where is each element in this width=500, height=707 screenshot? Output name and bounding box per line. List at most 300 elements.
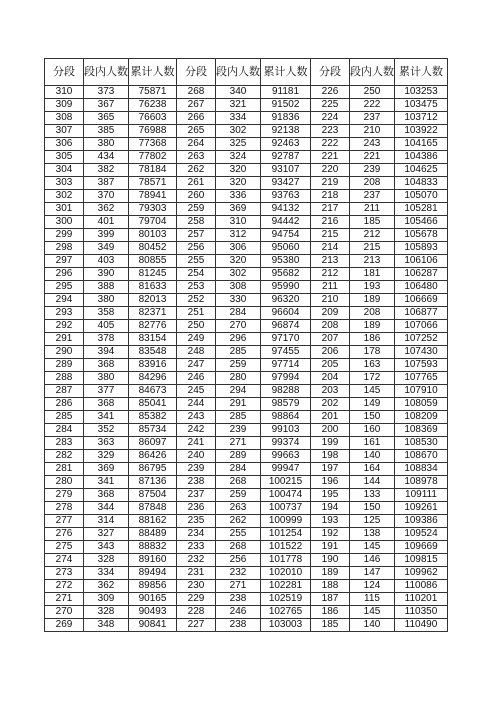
table-row	[45, 112, 448, 125]
table-cell: 289	[45, 359, 84, 372]
table-cell: 91181	[261, 86, 311, 99]
table-cell: 107066	[395, 320, 448, 333]
table-cell: 90841	[129, 619, 177, 632]
table-cell: 93107	[261, 164, 311, 177]
table-cell: 102519	[261, 593, 311, 606]
table-cell: 100737	[261, 502, 311, 515]
table-cell: 216	[311, 216, 350, 229]
table-cell: 302	[45, 190, 84, 203]
table-cell: 99947	[261, 463, 311, 476]
table-cell: 233	[177, 541, 216, 554]
table-cell: 110490	[395, 619, 448, 632]
table-cell: 109669	[395, 541, 448, 554]
table-cell: 99374	[261, 437, 311, 450]
table-cell: 341	[84, 411, 129, 424]
table-cell: 101778	[261, 554, 311, 567]
table-row	[45, 411, 448, 424]
table-row	[45, 203, 448, 216]
column-header: 累计人数	[395, 59, 448, 86]
table-cell: 107765	[395, 372, 448, 385]
table-cell: 340	[216, 86, 261, 99]
table-cell: 328	[84, 606, 129, 619]
table-cell: 334	[84, 567, 129, 580]
table-cell: 308	[45, 112, 84, 125]
table-cell: 125	[350, 515, 395, 528]
table-cell: 86426	[129, 450, 177, 463]
table-cell: 208	[350, 307, 395, 320]
table-cell: 299	[45, 229, 84, 242]
table-cell: 380	[84, 372, 129, 385]
table-cell: 97994	[261, 372, 311, 385]
table-cell: 105893	[395, 242, 448, 255]
table-cell: 284	[45, 424, 84, 437]
table-cell: 343	[84, 541, 129, 554]
table-body	[45, 86, 448, 632]
table-cell: 302	[216, 268, 261, 281]
table-cell: 110086	[395, 580, 448, 593]
table-cell: 284	[216, 307, 261, 320]
table-cell: 229	[177, 593, 216, 606]
table-cell: 222	[311, 138, 350, 151]
table-row	[45, 255, 448, 268]
table-cell: 81245	[129, 268, 177, 281]
table-row	[45, 177, 448, 190]
table-cell: 140	[350, 619, 395, 632]
table-cell: 76238	[129, 99, 177, 112]
table-cell: 308	[216, 281, 261, 294]
table-cell: 110201	[395, 593, 448, 606]
table-cell: 302	[216, 125, 261, 138]
table-cell: 83548	[129, 346, 177, 359]
table-cell: 96604	[261, 307, 311, 320]
table-cell: 274	[45, 554, 84, 567]
column-header: 段内人数	[350, 59, 395, 86]
table-cell: 320	[216, 177, 261, 190]
table-cell: 185	[311, 619, 350, 632]
table-cell: 378	[84, 333, 129, 346]
table-cell: 98579	[261, 398, 311, 411]
table-cell: 107252	[395, 333, 448, 346]
table-cell: 294	[216, 385, 261, 398]
table-cell: 330	[216, 294, 261, 307]
table-cell: 195	[311, 489, 350, 502]
table-cell: 380	[84, 138, 129, 151]
table-cell: 87136	[129, 476, 177, 489]
table-cell: 95380	[261, 255, 311, 268]
table-cell: 115	[350, 593, 395, 606]
table-cell: 92787	[261, 151, 311, 164]
table-cell: 82776	[129, 320, 177, 333]
table-cell: 284	[216, 463, 261, 476]
table-row	[45, 242, 448, 255]
table-row	[45, 398, 448, 411]
table-cell: 264	[177, 138, 216, 151]
table-cell: 106669	[395, 294, 448, 307]
table-row	[45, 489, 448, 502]
table-cell: 390	[84, 268, 129, 281]
table-cell: 240	[177, 450, 216, 463]
table-cell: 269	[45, 619, 84, 632]
table-cell: 238	[177, 476, 216, 489]
table-cell: 382	[84, 164, 129, 177]
table-cell: 228	[177, 606, 216, 619]
table-cell: 232	[216, 567, 261, 580]
table-cell: 104833	[395, 177, 448, 190]
table-cell: 76988	[129, 125, 177, 138]
table-row	[45, 294, 448, 307]
table-row	[45, 437, 448, 450]
table-cell: 290	[45, 346, 84, 359]
table-cell: 230	[177, 580, 216, 593]
table-cell: 96874	[261, 320, 311, 333]
table-cell: 133	[350, 489, 395, 502]
table-cell: 263	[177, 151, 216, 164]
table-cell: 99103	[261, 424, 311, 437]
table-cell: 81633	[129, 281, 177, 294]
table-cell: 201	[311, 411, 350, 424]
table-cell: 103253	[395, 86, 448, 99]
table-cell: 105466	[395, 216, 448, 229]
table-cell: 380	[84, 294, 129, 307]
table-cell: 267	[177, 99, 216, 112]
table-cell: 149	[350, 398, 395, 411]
table-row	[45, 502, 448, 515]
table-cell: 109261	[395, 502, 448, 515]
table-cell: 208	[350, 177, 395, 190]
table-cell: 368	[84, 398, 129, 411]
table-cell: 370	[84, 190, 129, 203]
column-header: 分段	[177, 59, 216, 86]
table-cell: 189	[350, 320, 395, 333]
table-cell: 200	[311, 424, 350, 437]
table-cell: 281	[45, 463, 84, 476]
table-cell: 387	[84, 177, 129, 190]
table-row	[45, 216, 448, 229]
table-cell: 104386	[395, 151, 448, 164]
table-cell: 294	[45, 294, 84, 307]
table-row	[45, 333, 448, 346]
table-row	[45, 450, 448, 463]
table-cell: 341	[84, 476, 129, 489]
table-row	[45, 151, 448, 164]
table-cell: 100474	[261, 489, 311, 502]
table-cell: 268	[216, 541, 261, 554]
table-cell: 206	[311, 346, 350, 359]
table-cell: 80452	[129, 242, 177, 255]
table-cell: 405	[84, 320, 129, 333]
table-cell: 399	[84, 229, 129, 242]
table-cell: 108530	[395, 437, 448, 450]
table-cell: 266	[177, 112, 216, 125]
table-cell: 79704	[129, 216, 177, 229]
table-cell: 101254	[261, 528, 311, 541]
table-cell: 82371	[129, 307, 177, 320]
table-cell: 336	[216, 190, 261, 203]
table-cell: 89160	[129, 554, 177, 567]
table-cell: 367	[84, 99, 129, 112]
table-cell: 189	[350, 294, 395, 307]
table-cell: 144	[350, 476, 395, 489]
table-cell: 105281	[395, 203, 448, 216]
table-cell: 103003	[261, 619, 311, 632]
table-cell: 203	[311, 385, 350, 398]
table-cell: 150	[350, 502, 395, 515]
table-cell: 213	[311, 255, 350, 268]
table-cell: 79303	[129, 203, 177, 216]
table-cell: 279	[45, 489, 84, 502]
table-cell: 385	[84, 125, 129, 138]
table-cell: 251	[177, 307, 216, 320]
table-cell: 225	[311, 99, 350, 112]
table-cell: 193	[350, 281, 395, 294]
table-cell: 95060	[261, 242, 311, 255]
table-cell: 213	[350, 255, 395, 268]
table-cell: 197	[311, 463, 350, 476]
table-cell: 103475	[395, 99, 448, 112]
table-cell: 215	[311, 229, 350, 242]
table-row	[45, 268, 448, 281]
table-cell: 246	[177, 372, 216, 385]
table-cell: 86097	[129, 437, 177, 450]
table-cell: 310	[216, 216, 261, 229]
table-cell: 104625	[395, 164, 448, 177]
table-cell: 234	[177, 528, 216, 541]
table-cell: 97455	[261, 346, 311, 359]
table-cell: 84673	[129, 385, 177, 398]
table-cell: 250	[177, 320, 216, 333]
table-cell: 94132	[261, 203, 311, 216]
table-cell: 282	[45, 450, 84, 463]
table-cell: 344	[84, 502, 129, 515]
table-cell: 78941	[129, 190, 177, 203]
table-cell: 108978	[395, 476, 448, 489]
table-cell: 83154	[129, 333, 177, 346]
table-cell: 377	[84, 385, 129, 398]
table-cell: 309	[84, 593, 129, 606]
table-cell: 211	[311, 281, 350, 294]
table-cell: 312	[216, 229, 261, 242]
table-cell: 226	[311, 86, 350, 99]
table-cell: 261	[177, 177, 216, 190]
table-cell: 145	[350, 606, 395, 619]
score-distribution-table	[44, 58, 448, 632]
table-cell: 244	[177, 398, 216, 411]
table-cell: 305	[45, 151, 84, 164]
table-cell: 296	[216, 333, 261, 346]
table-cell: 106106	[395, 255, 448, 268]
table-cell: 82013	[129, 294, 177, 307]
table-cell: 362	[84, 203, 129, 216]
table-row	[45, 359, 448, 372]
table-cell: 172	[350, 372, 395, 385]
table-row	[45, 229, 448, 242]
table-cell: 211	[350, 203, 395, 216]
table-cell: 186	[350, 333, 395, 346]
table-cell: 102010	[261, 567, 311, 580]
table-cell: 369	[216, 203, 261, 216]
table-cell: 256	[216, 554, 261, 567]
table-cell: 105070	[395, 190, 448, 203]
table-cell: 145	[350, 385, 395, 398]
table-cell: 365	[84, 112, 129, 125]
table-cell: 349	[84, 242, 129, 255]
table-cell: 262	[177, 164, 216, 177]
table-cell: 106877	[395, 307, 448, 320]
table-cell: 150	[350, 411, 395, 424]
table-cell: 358	[84, 307, 129, 320]
table-cell: 253	[177, 281, 216, 294]
table-cell: 161	[350, 437, 395, 450]
table-cell: 255	[177, 255, 216, 268]
table-row	[45, 99, 448, 112]
table-cell: 204	[311, 372, 350, 385]
table-cell: 388	[84, 281, 129, 294]
table-cell: 80103	[129, 229, 177, 242]
table-cell: 163	[350, 359, 395, 372]
table-cell: 242	[177, 424, 216, 437]
table-cell: 103712	[395, 112, 448, 125]
table-cell: 278	[45, 502, 84, 515]
table-cell: 188	[311, 580, 350, 593]
table-row	[45, 554, 448, 567]
table-cell: 255	[216, 528, 261, 541]
table-cell: 348	[84, 619, 129, 632]
table-cell: 306	[45, 138, 84, 151]
table-cell: 78184	[129, 164, 177, 177]
table-cell: 268	[216, 476, 261, 489]
table-cell: 87848	[129, 502, 177, 515]
table-cell: 304	[45, 164, 84, 177]
table-cell: 334	[216, 112, 261, 125]
table-cell: 109524	[395, 528, 448, 541]
table-cell: 260	[177, 190, 216, 203]
table-cell: 369	[84, 463, 129, 476]
table-cell: 259	[216, 489, 261, 502]
table-cell: 96320	[261, 294, 311, 307]
table-cell: 327	[84, 528, 129, 541]
table-cell: 199	[311, 437, 350, 450]
table-cell: 239	[177, 463, 216, 476]
table-cell: 325	[216, 138, 261, 151]
table-cell: 110350	[395, 606, 448, 619]
table-cell: 107430	[395, 346, 448, 359]
column-header: 分段	[311, 59, 350, 86]
table-cell: 289	[216, 450, 261, 463]
table-cell: 277	[45, 515, 84, 528]
table-cell: 401	[84, 216, 129, 229]
table-cell: 207	[311, 333, 350, 346]
table-cell: 138	[350, 528, 395, 541]
table-cell: 258	[177, 216, 216, 229]
table-cell: 217	[311, 203, 350, 216]
table-cell: 300	[45, 216, 84, 229]
table-cell: 310	[45, 86, 84, 99]
table-cell: 91502	[261, 99, 311, 112]
table-cell: 236	[177, 502, 216, 515]
table-cell: 403	[84, 255, 129, 268]
table-cell: 164	[350, 463, 395, 476]
table-cell: 77368	[129, 138, 177, 151]
table-cell: 252	[177, 294, 216, 307]
table-cell: 88832	[129, 541, 177, 554]
table-cell: 241	[177, 437, 216, 450]
table-cell: 88162	[129, 515, 177, 528]
table-cell: 208	[311, 320, 350, 333]
column-header: 段内人数	[84, 59, 129, 86]
table-cell: 218	[311, 190, 350, 203]
table-cell: 210	[311, 294, 350, 307]
table-cell: 307	[45, 125, 84, 138]
table-cell: 303	[45, 177, 84, 190]
table-cell: 107593	[395, 359, 448, 372]
table-cell: 268	[177, 86, 216, 99]
table-cell: 297	[45, 255, 84, 268]
table-cell: 243	[177, 411, 216, 424]
table-cell: 108209	[395, 411, 448, 424]
table-row	[45, 593, 448, 606]
table-cell: 232	[177, 554, 216, 567]
table-cell: 291	[216, 398, 261, 411]
table-cell: 271	[45, 593, 84, 606]
table-cell: 109386	[395, 515, 448, 528]
table-cell: 309	[45, 99, 84, 112]
table-cell: 238	[216, 619, 261, 632]
table-cell: 254	[177, 268, 216, 281]
table-cell: 224	[311, 112, 350, 125]
table-cell: 100215	[261, 476, 311, 489]
table-cell: 328	[84, 554, 129, 567]
table-row	[45, 606, 448, 619]
table-row	[45, 281, 448, 294]
table-cell: 227	[177, 619, 216, 632]
table-cell: 84296	[129, 372, 177, 385]
table-cell: 101522	[261, 541, 311, 554]
column-header: 分段	[45, 59, 84, 86]
table-cell: 86795	[129, 463, 177, 476]
table-cell: 283	[45, 437, 84, 450]
table-cell: 99663	[261, 450, 311, 463]
table-cell: 259	[177, 203, 216, 216]
table-cell: 314	[84, 515, 129, 528]
table-cell: 280	[216, 372, 261, 385]
table-cell: 95990	[261, 281, 311, 294]
column-header: 累计人数	[129, 59, 177, 86]
table-cell: 205	[311, 359, 350, 372]
table-cell: 186	[311, 606, 350, 619]
table-cell: 246	[216, 606, 261, 619]
table-cell: 239	[350, 164, 395, 177]
table-cell: 109111	[395, 489, 448, 502]
table-cell: 145	[350, 541, 395, 554]
table-cell: 320	[216, 255, 261, 268]
table-cell: 249	[177, 333, 216, 346]
table-cell: 106480	[395, 281, 448, 294]
table-cell: 93763	[261, 190, 311, 203]
table-cell: 219	[311, 177, 350, 190]
table-cell: 238	[216, 593, 261, 606]
table-row	[45, 385, 448, 398]
table-cell: 102765	[261, 606, 311, 619]
table-cell: 272	[45, 580, 84, 593]
table-cell: 265	[177, 125, 216, 138]
table-cell: 362	[84, 580, 129, 593]
table-cell: 90493	[129, 606, 177, 619]
table-cell: 291	[45, 333, 84, 346]
table-cell: 237	[177, 489, 216, 502]
table-cell: 87504	[129, 489, 177, 502]
table-cell: 105678	[395, 229, 448, 242]
table-cell: 237	[350, 190, 395, 203]
